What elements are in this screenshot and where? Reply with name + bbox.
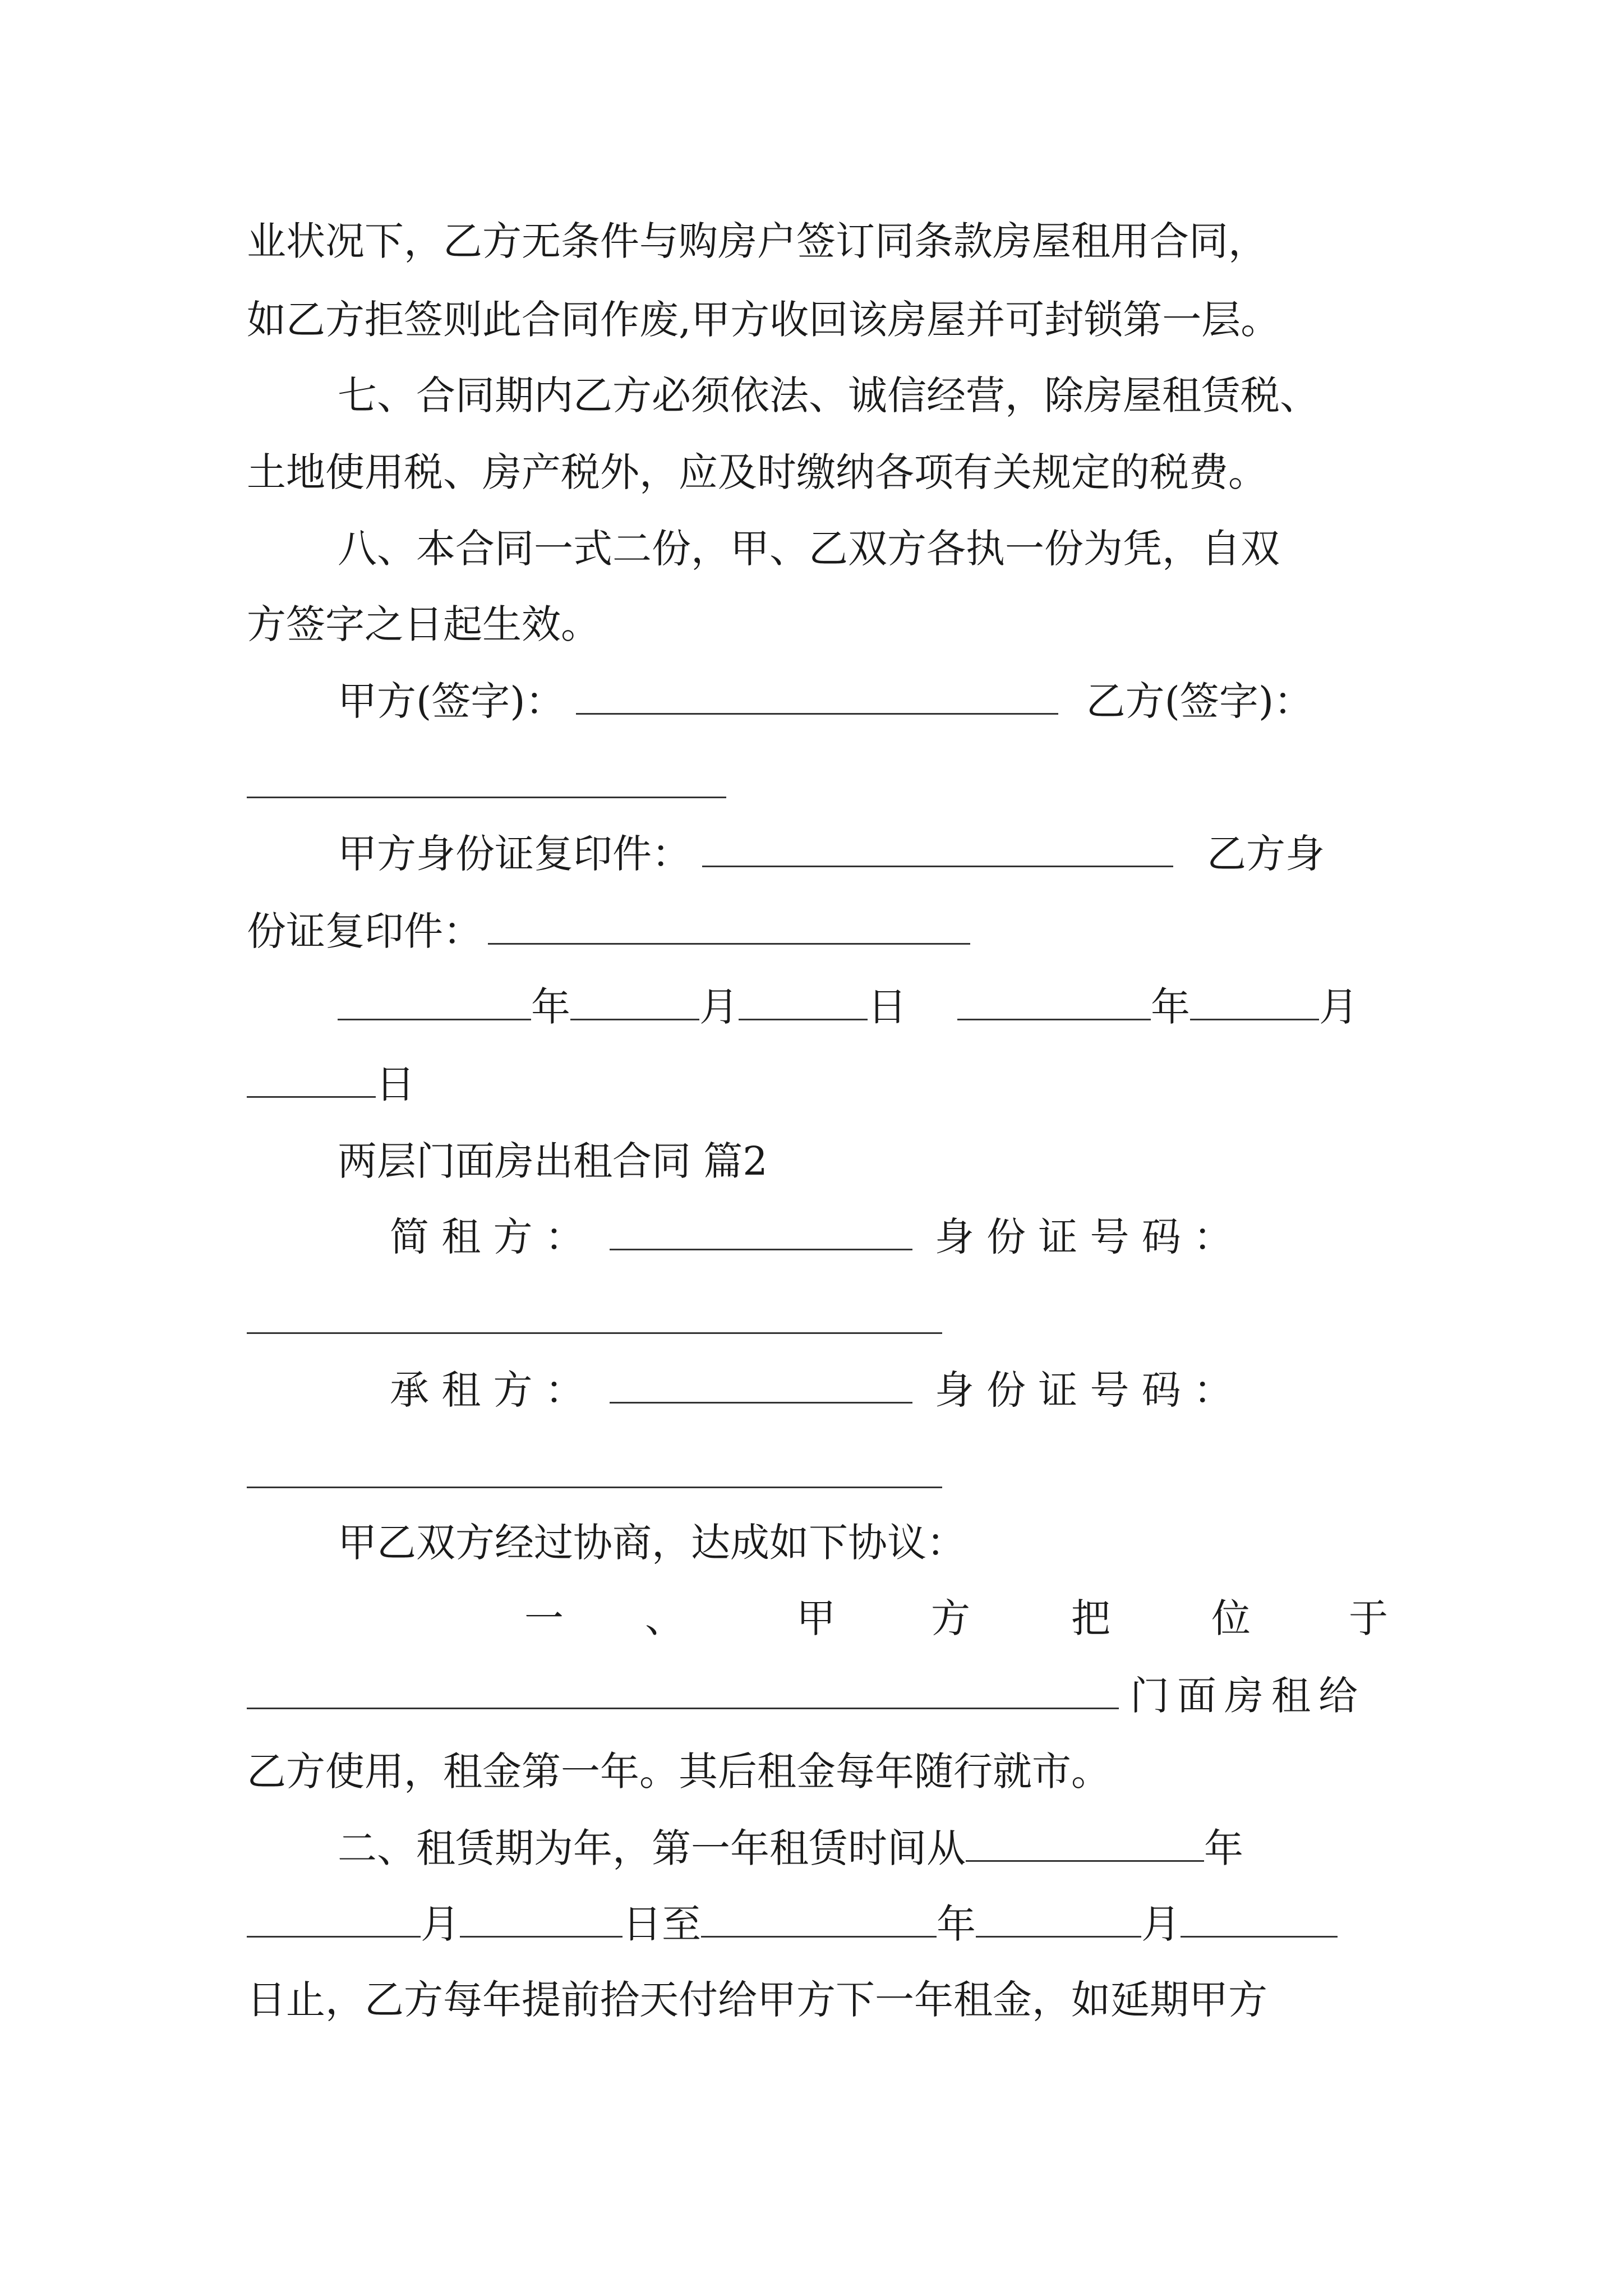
lessor-blank xyxy=(610,1212,912,1250)
text-line: 八、本合同一式二份，甲、乙双方各执一份为凭，自双 xyxy=(338,526,1280,572)
lessor-line xyxy=(390,1212,1233,1262)
storefront-label: 门面房租给 xyxy=(1130,1673,1366,1719)
day-label: 日 xyxy=(376,1061,415,1107)
month-blank xyxy=(247,1899,421,1938)
day-blank xyxy=(739,982,868,1020)
party-b-id-label: 乙方身 xyxy=(1207,831,1325,877)
lessee-blank xyxy=(610,1365,912,1404)
lease-term-line xyxy=(247,1899,1338,1949)
text-line: 方签字之日起生效。 xyxy=(247,601,600,647)
lease-term-text: 二、租赁期为年，第一年租赁时间从 xyxy=(338,1825,966,1871)
month-label: 月 xyxy=(421,1901,460,1947)
lessee-line xyxy=(390,1365,1233,1415)
date-line xyxy=(247,1059,415,1110)
day-blank xyxy=(1181,1899,1338,1938)
month-label: 月 xyxy=(699,984,739,1030)
clause-char: 一 xyxy=(524,1595,564,1641)
id-number-label: 身 份 证 号 码 ： xyxy=(934,1214,1233,1260)
party-a-sign-label: 甲方(签字)： xyxy=(338,678,565,724)
text-line: 如乙方拒签则此合同作废,甲方收回该房屋并可封锁第一层。 xyxy=(247,297,1280,343)
party-b-id-label: 份证复印件： xyxy=(247,908,482,954)
clause-char: 甲 xyxy=(796,1595,836,1641)
location-blank xyxy=(247,1671,1119,1709)
month-blank xyxy=(976,1899,1141,1938)
text-line: 业状况下，乙方无条件与购房户签订同条款房屋租用合同， xyxy=(247,218,1267,264)
text-line: 日止，乙方每年提前拾天付给甲方下一年租金，如延期甲方 xyxy=(247,1977,1267,2023)
party-b-sign-label: 乙方(签字)： xyxy=(1086,678,1313,724)
year-blank xyxy=(338,982,531,1020)
id-number-label: 身 份 证 号 码 ： xyxy=(934,1367,1233,1413)
clause-char: 、 xyxy=(645,1595,684,1641)
year-label: 年 xyxy=(1151,984,1190,1030)
year-label: 年 xyxy=(531,984,570,1030)
clause-char: 把 xyxy=(1071,1595,1110,1641)
id-copy-line xyxy=(247,906,970,956)
lessor-id-blank xyxy=(247,1332,942,1334)
signature-line xyxy=(338,676,1313,726)
year-label: 年 xyxy=(937,1901,976,1947)
clause-char: 位 xyxy=(1211,1595,1251,1641)
day-label: 日 xyxy=(868,984,907,1030)
text-line: 甲乙双方经过协商，达成如下协议： xyxy=(338,1520,966,1566)
party-a-id-label: 甲方身份证复印件： xyxy=(338,831,691,877)
month-blank xyxy=(1190,982,1319,1020)
clause-char: 方 xyxy=(931,1595,970,1641)
date-line xyxy=(338,982,1358,1032)
lease-term-line xyxy=(338,1823,1243,1874)
day-blank xyxy=(247,1059,376,1098)
year-blank xyxy=(957,982,1151,1020)
clause-char: 于 xyxy=(1349,1595,1388,1641)
party-b-sign-blank xyxy=(247,797,726,798)
year-blank xyxy=(701,1899,937,1938)
lessee-label: 承 租 方 ： xyxy=(390,1367,584,1413)
party-b-id-blank xyxy=(488,906,970,945)
day-blank xyxy=(460,1899,623,1938)
id-copy-line xyxy=(338,829,1325,879)
month-label: 月 xyxy=(1141,1901,1181,1947)
party-a-sign-blank xyxy=(576,676,1058,715)
lessor-label: 简 租 方 ： xyxy=(390,1214,584,1260)
location-line xyxy=(247,1671,1366,1721)
month-blank xyxy=(570,982,699,1020)
party-a-id-blank xyxy=(702,829,1173,867)
text-line: 乙方使用，租金第一年。其后租金每年随行就市。 xyxy=(247,1749,1110,1795)
lessee-id-blank xyxy=(247,1487,942,1488)
text-line: 七、合同期内乙方必须依法、诚信经营，除房屋租赁税、 xyxy=(338,372,1319,418)
text-line: 土地使用税、房产税外，应及时缴纳各项有关规定的税费。 xyxy=(247,449,1267,495)
year-label: 年 xyxy=(1204,1825,1243,1871)
month-label: 月 xyxy=(1319,984,1358,1030)
to-label: 日至 xyxy=(623,1901,701,1947)
year-blank xyxy=(966,1823,1204,1862)
section-title: 两层门面房出租合同 篇2 xyxy=(338,1138,768,1184)
